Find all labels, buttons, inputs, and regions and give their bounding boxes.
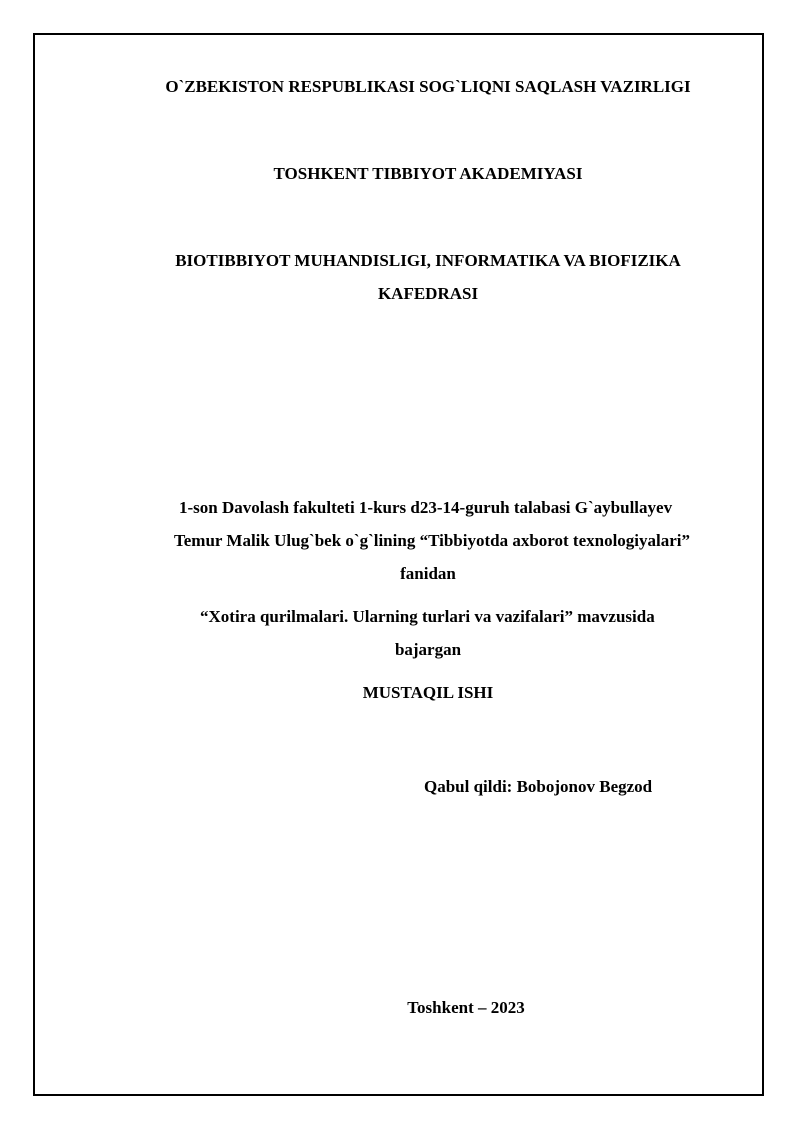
department-heading-line2: KAFEDRASI xyxy=(377,284,479,303)
topic-line2: bajargan xyxy=(394,640,462,659)
student-info-line3: fanidan xyxy=(400,564,456,583)
department-heading-line1: BIOTIBBIYOT MUHANDISLIGI, INFORMATIKA VA BIOFIZIKA xyxy=(175,251,681,270)
student-info-line2: Temur Malik Ulug`bek o`g`lining “Tibbiyotda axborot texnologiyalari” xyxy=(173,531,691,550)
academy-heading: TOSHKENT TIBBIYOT AKADEMIYASI xyxy=(273,164,583,183)
reviewer-line: Qabul qildi: Bobojonov Begzod xyxy=(424,777,653,796)
place-year: Toshkent – 2023 xyxy=(407,998,525,1017)
work-type-title: MUSTAQIL ISHI xyxy=(362,683,494,702)
topic-line1: “Xotira qurilmalari. Ularning turlari va vazifalari” mavzusida xyxy=(200,607,655,626)
student-info-line1: 1-son Davolash fakulteti 1-kurs d23-14-guruh talabasi G`aybullayev xyxy=(179,498,673,517)
ministry-heading: O`ZBEKISTON RESPUBLIKASI SOG`LIQNI SAQLASH VAZIRLIGI xyxy=(165,77,691,96)
